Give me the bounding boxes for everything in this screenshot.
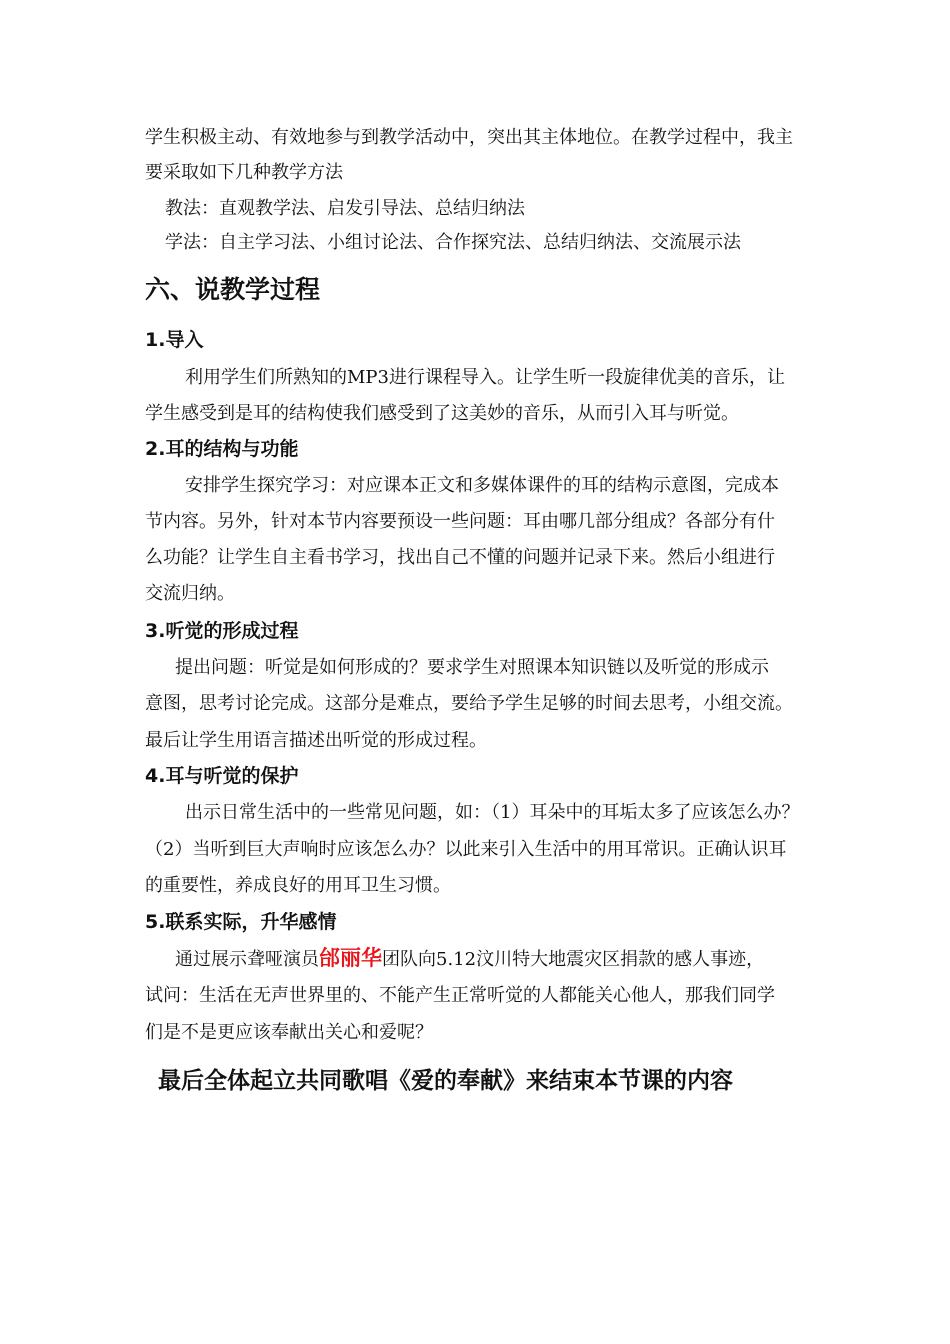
step-3-line-1: 提出问题：听觉是如何形成的？要求学生对照课本知识链以及听觉的形成示	[175, 657, 769, 678]
teaching-methods: 教法：直观教学法、启发引导法、总结归纳法	[165, 198, 525, 219]
step-4-line-2: （2）当听到巨大声响时应该怎么办？以此来引入生活中的用耳常识。正确认识耳	[145, 839, 787, 860]
step-5-heading: 5.联系实际，升华感情	[145, 911, 337, 933]
closing-statement: 最后全体起立共同歌唱《爱的奉献》来结束本节课的内容	[158, 1068, 733, 1094]
step-4-line-3: 的重要性，养成良好的用耳卫生习惯。	[145, 875, 451, 896]
highlighted-name: 邰丽华	[319, 946, 382, 970]
step-3-heading: 3.听觉的形成过程	[145, 620, 299, 642]
step-2-line-2: 节内容。另外，针对本节内容要预设一些问题：耳由哪几部分组成？各部分有什	[145, 511, 775, 532]
step-3-line-3: 最后让学生用语言描述出听觉的形成过程。	[145, 730, 487, 751]
step-2-heading: 2.耳的结构与功能	[145, 438, 299, 460]
step-2-line-3: 么功能？让学生自主看书学习，找出自己不懂的问题并记录下来。然后小组进行	[145, 547, 775, 568]
step-2-line-4: 交流归纳。	[145, 583, 235, 604]
learning-methods: 学法：自主学习法、小组讨论法、合作探究法、总结归纳法、交流展示法	[165, 232, 741, 253]
step-5-line-2: 试问：生活在无声世界里的、不能产生正常听觉的人都能关心他人，那我们同学	[145, 985, 775, 1006]
step-1-heading: 1.导入	[145, 329, 204, 351]
step-4-heading: 4.耳与听觉的保护	[145, 765, 299, 787]
step-5-line-1-end: 团队向5.12汶川特大地震灾区捐款的感人事迹，	[382, 949, 765, 970]
step-5-line-1-start: 通过展示聋哑演员	[175, 949, 319, 970]
intro-line-1: 学生积极主动、有效地参与到教学活动中，突出其主体地位。在教学过程中，我主	[145, 127, 793, 148]
step-5-line-1	[175, 946, 845, 972]
step-5-line-3: 们是不是更应该奉献出关心和爱呢？	[145, 1022, 433, 1043]
step-4-line-1: 出示日常生活中的一些常见问题，如：（1）耳朵中的耳垢太多了应该怎么办？	[185, 802, 800, 823]
section-heading-teaching-process: 六、说教学过程	[145, 275, 321, 304]
intro-line-2: 要采取如下几种教学方法	[145, 162, 343, 183]
step-2-line-1: 安排学生探究学习：对应课本正文和多媒体课件的耳的结构示意图，完成本	[185, 475, 779, 496]
step-3-line-2: 意图，思考讨论完成。这部分是难点，要给予学生足够的时间去思考，小组交流。	[145, 693, 793, 714]
step-1-line-1: 利用学生们所熟知的MP3进行课程导入。让学生听一段旋律优美的音乐，让	[185, 367, 785, 388]
step-1-line-2: 学生感受到是耳的结构使我们感受到了这美妙的音乐，从而引入耳与听觉。	[145, 403, 739, 424]
